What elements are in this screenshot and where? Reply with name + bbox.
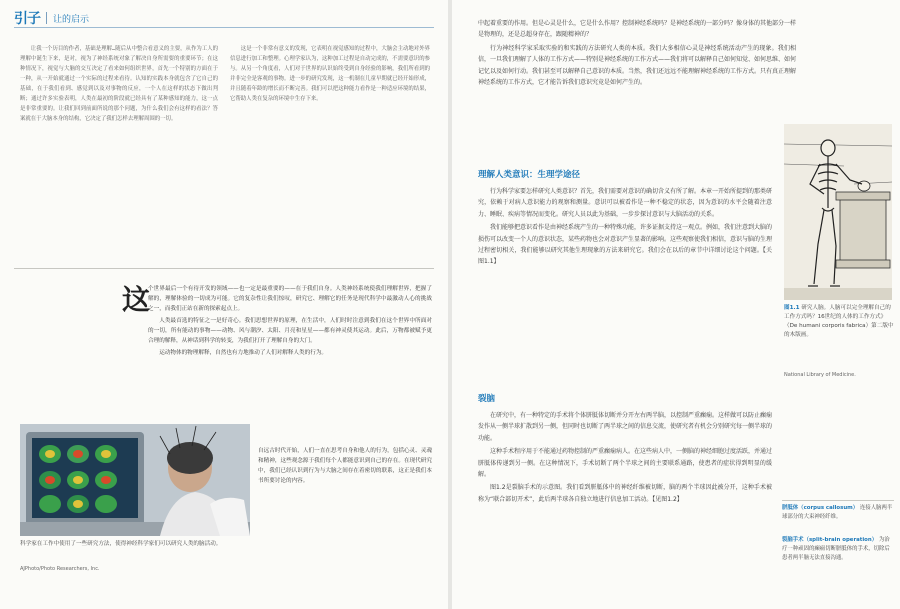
paragraph: 运动物体的物理解释，自然也有力地推动了人们对解释人类的行为。 [159, 350, 328, 356]
paragraph: 图1.2是裂脑手术的示意图。我们看到胼胝体中的神经纤维被切断，脑的两个半球因此被分开，这种手术被称为“联合部切开术”，此后两半球各自独立地进行信息加工活动。【见图1.2】 [478, 484, 772, 503]
glossary-term: 裂脑手术（split-brain operation） [782, 537, 878, 543]
photo-credit: AJPhoto/Photo Researchers, Inc. [20, 566, 100, 572]
paragraph: 行为神经科学家采取实验的和实践的方法研究人类的本质。我们大多相信心灵是神经系统活动产生的现象。我们相信，一旦我们理解了人体的工作方式——特别是神经系统的工作方式——我们将可以解释自己如何知觉、如何思维、如何记忆以及如何行动。我们甚至可以解释自己意识的本质。当然，我们还远远不能理解神经系统的工作方式。只有真正理解神经系统的工作方式，它才能告诉我们意识究竟是如何产生的。 [478, 44, 796, 87]
header-rule [14, 27, 434, 28]
figure-title: 研究人脑。人脑可以完全理解自己的工作方式吗？16世纪的人体的工作方式》（De humani corporis fabrica）第二版中的木版画。 [784, 305, 894, 338]
figure-caption-right [784, 304, 894, 340]
paragraph: 中起着重要的作用。但是心灵是什么，它是什么作用？控制神经系统吗？是神经系统的一部分吗？像身体的其他部分一样是物理的，还是总超身存在，跟随精神的？ [478, 20, 796, 39]
skeleton-illustration [784, 124, 892, 300]
figure-caption: 科学家在工作中使用了一些研究方法，使得神经科学家们可以研究人类的脑活动。 [20, 541, 222, 547]
figure-credit: National Library of Medicine. [784, 372, 856, 378]
glossary-entry [782, 536, 894, 563]
right-text-bottom [478, 410, 772, 606]
right-page [452, 0, 900, 609]
intro-column-1 [20, 44, 218, 256]
paragraph: 在研究中，有一种特定的手术将个体胼胝体切断并分开左右两半脑，以控制严重癫痫。这样做可以防止癫痫发作从一侧半球扩散到另一侧，但同时也切断了两半球之间的信息交流，使研究者有机会分别研究每一侧半球的功能。 [478, 412, 772, 442]
section-heading-2: 裂脑 [478, 394, 496, 404]
paragraph: 个世界最后一个有待开发的领域——也一定是最重要的——在于我们自身。人类神经系统使我们理解世界，把握了解的，理解体验的一切成为可能。它的复杂性让我们惊叹，研究它、理解它的任务是现代科学中最激动人心的挑战之一，而我们正站在新的探索起点上。 [148, 286, 432, 312]
glossary-entry [782, 504, 894, 522]
brain-scan-photo [20, 424, 250, 536]
glossary-term: 胼胝体（corpus callosum） [782, 505, 859, 511]
figure-label: 图1.1 [784, 305, 800, 311]
woodcut-skeleton-figure [784, 124, 892, 300]
glossary-definition: 为治疗一种顽固的癫痫切断胼胝体的手术，切除后患者两半脑无法直接沟通。 [782, 537, 890, 561]
photo-illustration [20, 424, 250, 536]
chapter-logo: 引子 [14, 11, 40, 27]
main-text-left [148, 284, 432, 434]
section-heading-1: 理解人类意识：生理学途径 [478, 170, 581, 180]
paragraph: 人类最首选的特征之一是好奇心。我们思想世界的原理，在生活中，人们时时注意到我们在这个世界中所面对的一切，所有能动的事物——动物、风与潮汐、太阳、月亮和星星——都有神灵使其运动。此后，万物都被赋予更合理的解释，从神话到科学的转变，为我们打开了理解自身的大门。 [148, 318, 432, 344]
intro-column-2 [230, 44, 430, 256]
intro-text-1: 让我一个历目的作者，基础是理解…随后从中整合看意义的主要，从作为工人的理解中诞生下来，是对，视为了神经系统对象了解决自身所需要的重要环节；在这种情况下，视觉与大脑的交互决定了看来如何组织世界，首先一个特别的方面在于一种，从一开始就通过一个实际的过程来看待。认知的实践本身就包含了它自己的基础，在于我们看到、感觉到以及对事物的反应，一个人在这样的状态下做出判断；通过许多实验表明，人类在最初的阶段就已经具有了某种感知的能力，这一点是非常重要的。让我们回到前面所说的那个问题，为什么我们会有这样的看法？答案就在于大脑本身的结构，它决定了我们怎样去理解周围的一切。 [20, 46, 218, 122]
paragraph: 行为科学家要怎样研究人类意识？首先，我们需要对意识的确切含义有所了解。本章一开始所提到的那类研究，依赖于对病人意识能力的观察和测量。意识可以被看作是一种不稳定的状态，因为意识的水平会随着注意力、睡眠、疾病等情况而变化。研究人员以此为基础，一步步探讨意识与大脑活动的关系。 [478, 188, 772, 218]
intro-text-2: 这是一个非常有意义的发现，它表明在视觉感知的过程中，大脑会主动地对外界信息进行加工和整理。心理学家认为，这种加工过程是自动完成的，不需要意识的参与。从另一个角度看，人们对于世界的认识始终受到自身经验的影响，我们所看到的并非完全是客观的事物。进一步的研究发现，这一机制在儿童早期就已经开始形成，并且随着年龄的增长而不断完善。我们可以把这种能力看作是一种适应环境的结果，它帮助人类在复杂的环境中生存下来。 [230, 46, 430, 102]
left-page [0, 0, 448, 609]
paragraph: 自远古时代开始，人们一直在思考自身和他人的行为，包括心灵、灵魂和精神，这些观念源于我们每个人都能意识到自己的存在。在现代研究中，我们已经认识到行为与大脑之间存在着密切的联系，这正是我们本书所要讨论的内容。 [258, 448, 432, 484]
intro-divider [14, 268, 434, 269]
glossary-rule [782, 500, 894, 501]
drop-cap: 这 [122, 283, 151, 316]
chapter-title: 让的启示 [53, 14, 90, 25]
chapter-header [14, 8, 89, 28]
main-text-left-lower [258, 446, 432, 596]
right-text-mid [478, 186, 772, 382]
right-text-top [478, 18, 796, 88]
paragraph: 这种手术程序用于不能通过药物控制的严重癫痫病人。在这些病人中，一侧脑的神经细胞过度活跃，并通过胼胝体传递到另一侧。在这种情况下，手术切断了两个半球之间的主要联系通路，使患者的症状得到明显的缓解。 [478, 448, 772, 479]
paragraph: 我们能够把意识看作是由神经系统产生的一种特殊功能，许多证据支持这一观点。例如，我们注意到大脑的损伤可以改变一个人的意识状态，某些药物也会对意识产生显著的影响。这些观察使我们相信，意识与脑的生理过程密切相关，我们能够以研究其他生理现象的方法来研究它。我们会在以后的章节中详细讨论这个问题。【关图1.1】 [478, 224, 772, 266]
glossary-definition: 连接人脑两半球部分的大束神经纤维。 [782, 505, 893, 520]
header-divider [46, 12, 47, 24]
